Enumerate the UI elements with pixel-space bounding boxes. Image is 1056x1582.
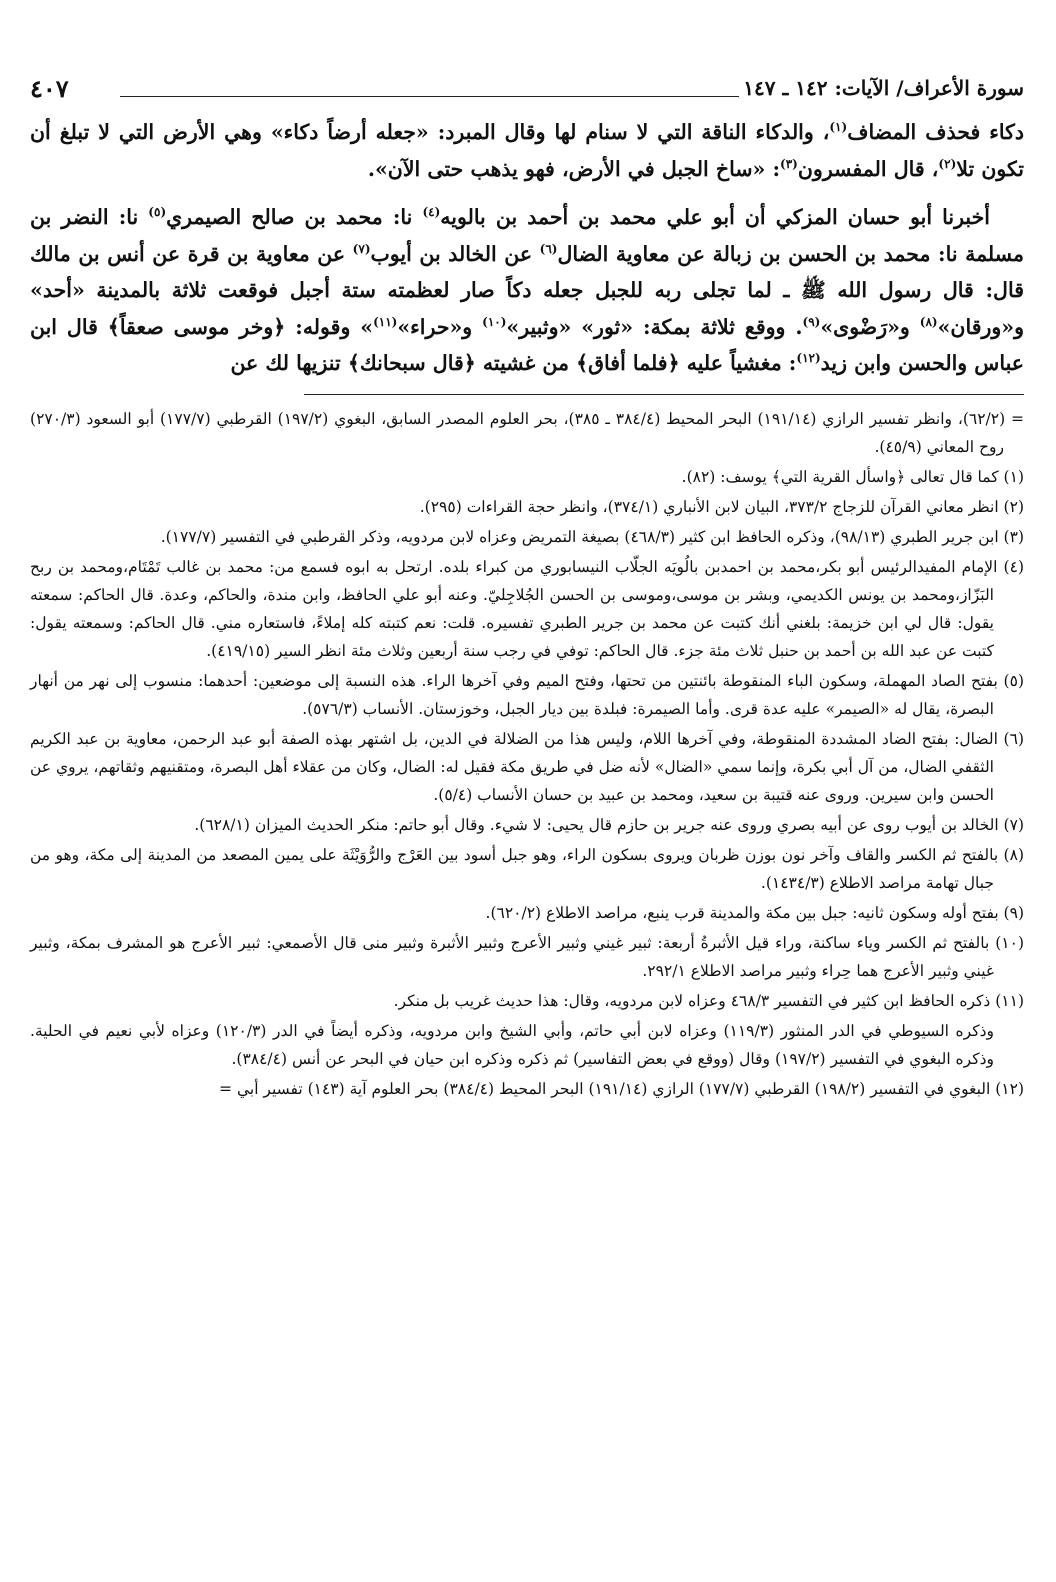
footnote-continuation: = (٦٢/٢)، وانظر تفسير الرازي (١٩١/١٤) البحر المحيط (٣٨٤/٤ ـ ٣٨٥)، بحر العلوم المصدر السابق، البغوي (١٩٧/٢) القرطبي (١٧٧/٧) أبو السعود (٢٧٠/٣) روح المعاني (٤٥/٩). xyxy=(30,409,1024,456)
text-run: و«رَضْوى» xyxy=(820,314,920,339)
footnote-11: (١١) ذكره الحافظ ابن كثير في التفسير ٤٦٨/٣ وعزاه لابن مردويه، وقال: هذا حديث غريب بل منكر. xyxy=(393,991,1024,1010)
text-run: عن الخالد بن أيوب xyxy=(370,241,540,266)
footnote-ref: (٩) xyxy=(802,314,821,329)
footnote-ref: (١٢) xyxy=(796,351,821,366)
footnote-4: (٤) الإمام المفيدالرئيس أبو بكر،محمد بن احمدبن بالُويَه الجلّاب النيسابوري من كبراء بلده. ارتحل به ابوه فسمع من: محمد بن غالب تَمْتَام،ومحمد بن ربح البَزّاز،ومحمد بن يونس الكديمي، وبشر بن موسى،وموسى بن الحسن الجُلاجِليّ. وعنه أبو علي الحافظ، وابن مندة، والحاكم، وعدة. قال الحاكم: سمعته يقول: قال لي ابن خزيمة: بلغني أنك كتبت عن محمد بن جرير الطبري تفسيره. قلت: نعم كتبته كله إملاءً، فاستعاره مني. قال الحاكم: وسمعته يقول: كتبت عن عبد الله بن أحمد بن حنبل ثلاث مئة جزء. قال الحاكم: توفي في رجب سنة أربعين وثلاث مئة انظر السير (٤١٩/١٥). xyxy=(30,557,1024,660)
footnote-ref: (١١) xyxy=(373,314,398,329)
footnote-11-continued: وذكره السيوطي في الدر المنثور (١١٩/٣) وعزاه لابن أبي حاتم، وأبي الشيخ وابن مردويه، وذكره أيضاً في الدر (١٢٠/٣) وعزاه لأبي نعيم في الحلية. وذكره البغوي في التفسير (١٩٧/٢) وقال (ووقع في بعض التفاسير) ثم ذكره وذكره ابن حيان في البحر عن أنس (٣٨٤/٤). xyxy=(30,1021,994,1068)
footnote-6: (٦) الضال: بفتح الضاد المشددة المنقوطة، وفي آخرها اللام، وليس هذا من الضلالة في الدين، بل اشتهر بهذه الصفة أبو عبد الرحمن، معاوية بن عبد الكريم الثقفي الضال، من آل أبي بكرة، وإنما سمي «الضال» لأنه ضل في طريق مكة فقيل له: الضال، وكان من عقلاء أهل البصرة، ومتقنيهم وثقاتهم، يروي عن الحسن وابن سيرين. وروى عنه قتيبة بن سعيد، ومحمد بن عبيد بن حسان الأنساب (٥/٤). xyxy=(30,729,1024,804)
footnote-ref: (٦) xyxy=(539,241,558,256)
footnote-ref: (٥) xyxy=(148,205,167,220)
footnote-7: (٧) الخالد بن أيوب روى عن أبيه بصري وروى عنه جرير بن حازم قال يحيى: لا شيء. وقال أبو حاتم: منكر الحديث الميزان (٦٢٨/١). xyxy=(194,815,1024,834)
footnote-ref: (٢) xyxy=(938,156,957,171)
text-run: » وقوله: ﴿وخر موسى صعقاً﴾ قال ابن عباس والحسن وابن زيد xyxy=(30,314,1024,375)
paragraph-2 xyxy=(30,199,1024,382)
footnote-ref: (٧) xyxy=(352,241,371,256)
footnote-10: (١٠) بالفتح ثم الكسر وياء ساكنة، وراء قيل الأثبرةُ أربعة: ثبير غيني وثبير الأعرج وثبير الأثبرة وثبير منى قال الأصمعي: ثبير الأعرج هو المشرف بمكة، وثبير غيني وثبير الأعرج هما حِراء وثبير مراصد الاطلاع ٢٩٢/١. xyxy=(30,933,1024,980)
text-run: نا: محمد بن صالح الصيمري xyxy=(166,205,423,229)
footnote-5: (٥) بفتح الصاد المهملة، وسكون الباء المنقوطة بائنتين من تحتها، وفتح الميم وفي آخرها الراء. هذه النسبة إلى موضعين: أحدهما: منسوب إلى نهر من أنهار البصرة، يقال له «الصيمر» عليه عدة قرى. وأما الصيمرة: فبلدة بين ديار الجبل، وخوزستان. الأنساب (٥٧٦/٣). xyxy=(30,671,1024,718)
footnote-ref: (٤) xyxy=(422,205,441,220)
text-run: ، قال المفسرون xyxy=(797,156,939,181)
text-run: عن معاوية بن قرة عن أنس بن مالك قال: قال رسول الله ﷺ ـ لما تجلى ربه للجبل جعله دكاً صار لعظمته ستة أجبل فوقعت ثلاثة بالمدينة «أحد» و«ورقان» xyxy=(30,241,1025,339)
footnote-3: (٣) ابن جرير الطبري (٩٨/١٣)، وذكره الحافظ ابن كثير (٤٦٨/٣) بصيغة التمريض وعزاه لابن مردويه، وذكر القرطبي في التفسير (١٧٧/٧). xyxy=(160,527,1024,546)
footnote-ref: (١٠) xyxy=(482,314,507,329)
text-run: ، والدكاء الناقة التي لا سنام لها وقال المبرد: «جعله أرضاً دكاء» وهي الأرض التي لا تبلغ أن تكون تلا xyxy=(30,120,1024,181)
text-run: و«حراء» xyxy=(397,314,483,339)
footnote-ref: (٣) xyxy=(780,156,798,171)
text-run: دكاء فحذف المضاف xyxy=(847,120,1024,144)
text-run: : مغشياً عليه ﴿فلما أفاق﴾ من غشيته ﴿قال سبحانك﴾ تنزيها لك عن xyxy=(230,351,797,375)
footnote-2: (٢) انظر معاني القرآن للزجاج ٣٧٣/٢، البيان لابن الأنباري (٣٧٤/١)، وانظر حجة القراءات (٢٩٥). xyxy=(419,497,1024,516)
main-text xyxy=(30,114,1024,382)
footnote-8: (٨) بالفتح ثم الكسر والقاف وآخر نون بوزن ظربان ويروى بسكون الراء، وهو جبل أسود بين العَرْج والرُّوَيْثَة على يمين المصعد من المدينة إلى مكة، وهو من جبال تهامة مراصد الاطلاع (١٤٣٤/٣). xyxy=(30,845,1024,892)
footnote-ref: (٨) xyxy=(919,314,938,329)
text-run: : «ساخ الجبل في الأرض، فهو يذهب حتى الآن». xyxy=(367,156,781,181)
page-number: ٤٠٧ xyxy=(30,74,69,103)
paragraph-1 xyxy=(30,114,1024,187)
footnote-12: (١٢) البغوي في التفسير (١٩٨/٢) القرطبي (١٧٧/٧) الرازي (١٩١/١٤) البحر المحيط (٣٨٤/٤) بحر العلوم آية (١٤٣) تفسير أبي = xyxy=(219,1079,1024,1098)
footnotes xyxy=(30,405,1024,1103)
text-run: . ووقع ثلاثة بمكة: «ثور» «وثبير» xyxy=(506,314,803,339)
text-run: أخبرنا أبو حسان المزكي أن أبو علي محمد بن أحمد بن بالويه xyxy=(440,205,990,229)
footnote-ref: (١) xyxy=(829,120,848,135)
header-rule xyxy=(120,96,739,97)
footnote-9: (٩) بفتح أوله وسكون ثانيه: جبل بين مكة والمدينة قرب ينبع، مراصد الاطلاع (٦٢٠/٢). xyxy=(485,903,1024,922)
running-header xyxy=(30,70,1024,114)
footnote-divider xyxy=(304,394,1024,395)
book-page xyxy=(30,70,1024,1582)
footnote-1: (١) كما قال تعالى ﴿واسأل القرية التي﴾ يوسف: (٨٢). xyxy=(681,467,1024,486)
text-run: نا: النضر بن مسلمة نا: محمد بن الحسن بن زبالة عن معاوية الضال xyxy=(30,205,1024,266)
surah-title: سورة الأعراف/ الآيات: ١٤٢ ـ ١٤٧ xyxy=(743,76,1024,100)
